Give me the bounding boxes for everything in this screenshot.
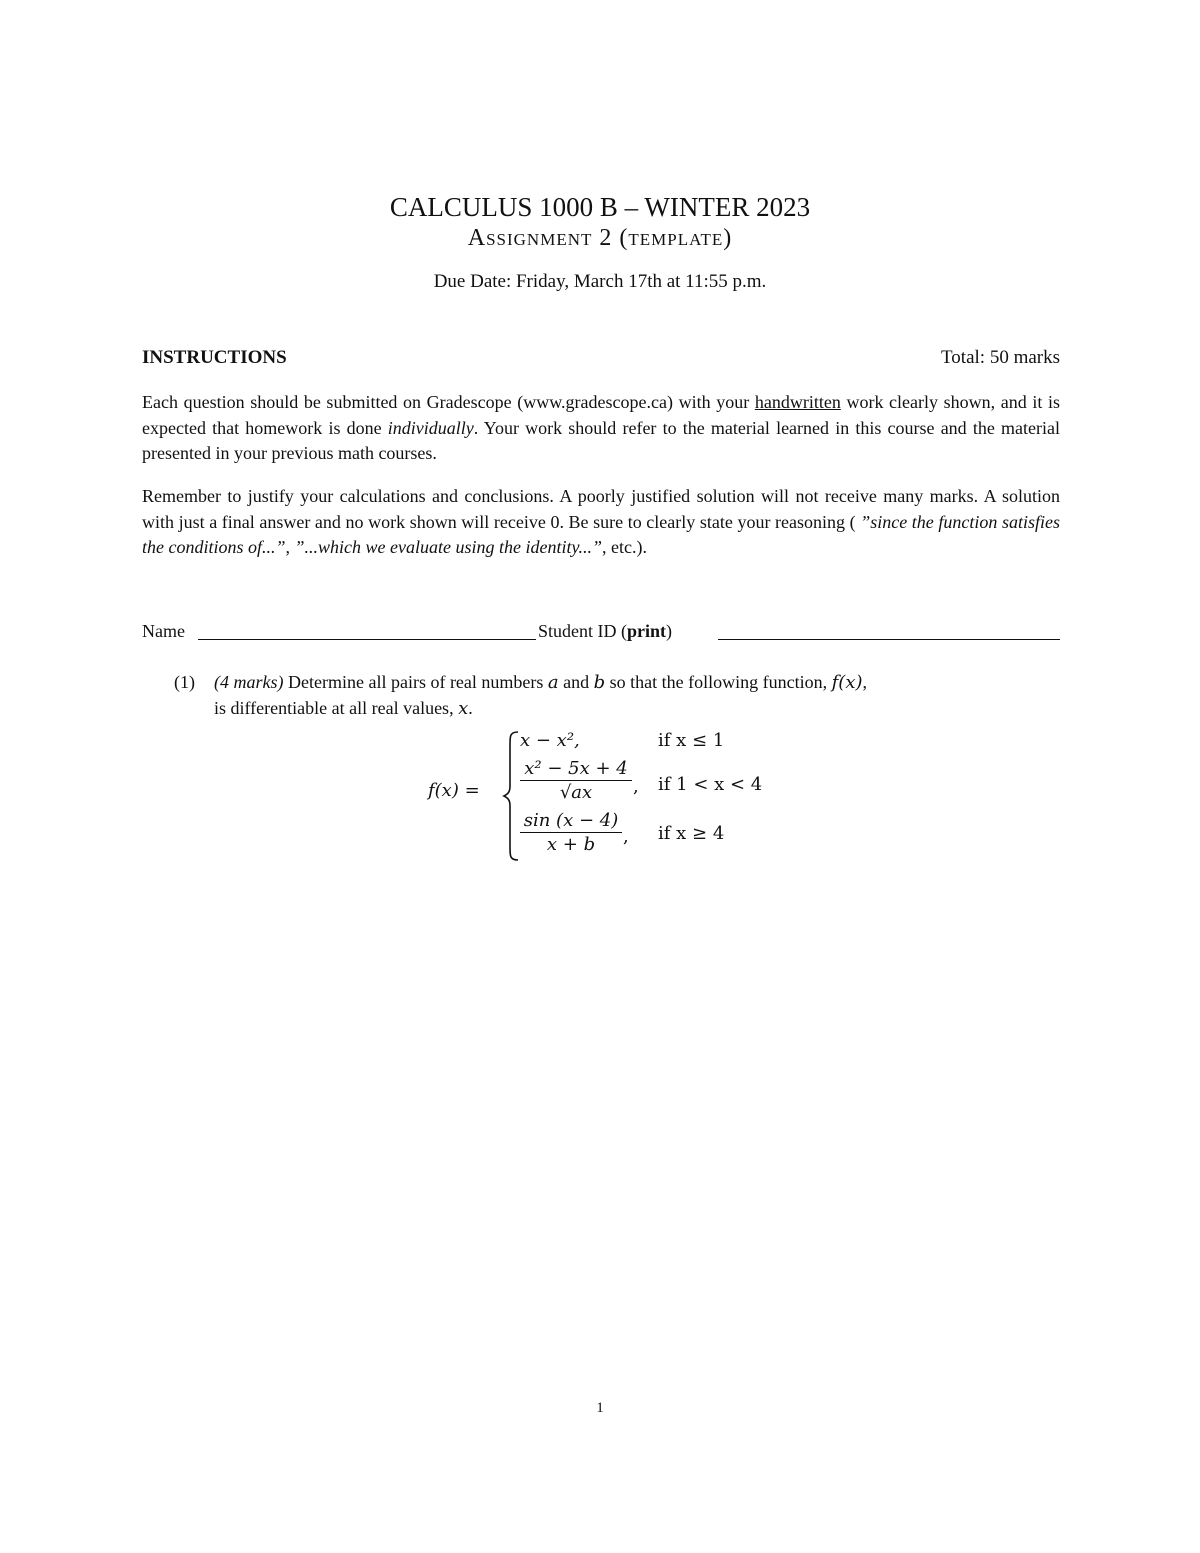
p1-text-b: work clearly shown, and it is expected that homework is done bbox=[142, 392, 1060, 438]
question-1 bbox=[142, 670, 1060, 722]
total-marks: Total: 50 marks bbox=[941, 347, 1060, 368]
subtitle-template: template bbox=[628, 225, 724, 251]
case-3-denominator: x + b bbox=[546, 834, 596, 855]
question-number: (1) bbox=[174, 672, 195, 692]
p1-underlined-word: handwritten bbox=[754, 392, 841, 412]
p2-text-a: Remember to justify your calculations and conclusions. A poorly justified solution will not receive many marks. A solution with just a final answer and no work shown will receive 0. Be sure to clearly state your reasoning ( bbox=[142, 486, 1060, 532]
case-2-condition: if 1 < x < 4 bbox=[658, 774, 763, 795]
course-title: CALCULUS 1000 B – WINTER 2023 bbox=[389, 192, 811, 222]
case-3-fraction-bar bbox=[520, 832, 622, 833]
name-field-line[interactable] bbox=[198, 639, 536, 640]
fx-inline: f(x) bbox=[831, 672, 863, 693]
p1-italic-word: individually bbox=[387, 417, 474, 438]
subtitle-main: ssignment bbox=[486, 225, 593, 251]
subtitle-prefix: A bbox=[467, 225, 487, 251]
case-1-condition: if x ≤ 1 bbox=[658, 730, 725, 751]
student-id-label bbox=[538, 621, 672, 642]
case-3-fraction bbox=[520, 810, 622, 855]
p2-sep: , bbox=[285, 537, 295, 557]
subtitle-number: 2 ( bbox=[592, 225, 629, 251]
p2-text-b: , etc.). bbox=[601, 537, 647, 557]
print-label: print bbox=[627, 621, 667, 641]
assignment-subtitle bbox=[0, 225, 1200, 252]
p1-text-a: Each question should be submitted on Gradescope (www.gradescope.ca) with your bbox=[142, 392, 755, 412]
name-id-row bbox=[142, 621, 1060, 647]
student-id-field-line[interactable] bbox=[718, 639, 1060, 640]
formula-lhs: f(x) = bbox=[428, 780, 480, 801]
instructions-heading: INSTRUCTIONS bbox=[142, 347, 287, 368]
case-2-comma: , bbox=[633, 776, 639, 797]
due-date: Due Date: Friday, March 17th at 11:55 p.m. bbox=[433, 271, 767, 292]
case-2-fraction bbox=[520, 758, 632, 803]
question-marks: (4 marks) bbox=[214, 672, 284, 692]
q1-text-b: so that the following function, bbox=[605, 672, 832, 692]
p2-quote-2: ”...which we evaluate using the identity...” bbox=[294, 537, 602, 557]
p1-text-c: . Your work should refer to the material learned in this course and the material presented in your previous math courses. bbox=[142, 417, 1060, 463]
student-id-close: ) bbox=[666, 621, 673, 641]
var-b: b bbox=[593, 672, 606, 693]
case-3-condition: if x ≥ 4 bbox=[658, 823, 725, 844]
case-2-denominator: √ax bbox=[559, 782, 593, 803]
question-1-line-2 bbox=[142, 696, 1060, 722]
q1-line2-a: is differentiable at all real values, bbox=[214, 698, 459, 718]
p2-quote-1: ”since the function satisfies the conditions of...” bbox=[142, 511, 1060, 557]
q1-text-a: Determine all pairs of real numbers bbox=[283, 672, 548, 692]
page-number: 1 bbox=[596, 1400, 604, 1416]
case-3-comma: , bbox=[623, 826, 629, 847]
var-a: a bbox=[547, 672, 559, 693]
var-x: x bbox=[458, 698, 469, 719]
case-1-expression: x − x², bbox=[520, 730, 580, 751]
question-1-line-1 bbox=[142, 670, 1060, 696]
q1-text-c: , bbox=[862, 672, 867, 692]
q1-text-and: and bbox=[558, 672, 594, 692]
instructions-paragraph-2 bbox=[142, 484, 1060, 561]
name-label: Name bbox=[142, 621, 185, 641]
question-1-text-line-1 bbox=[214, 670, 867, 696]
subtitle-close: ) bbox=[723, 225, 733, 251]
instructions-paragraph-1 bbox=[142, 390, 1060, 467]
question-1-text-line-2 bbox=[214, 696, 473, 722]
q1-line2-b: . bbox=[468, 698, 473, 718]
piecewise-formula bbox=[428, 730, 788, 865]
student-id-text: Student ID ( bbox=[538, 621, 627, 641]
case-2-fraction-bar bbox=[520, 780, 632, 781]
case-2-numerator: x² − 5x + 4 bbox=[524, 758, 628, 779]
case-3-numerator: sin (x − 4) bbox=[523, 810, 619, 831]
